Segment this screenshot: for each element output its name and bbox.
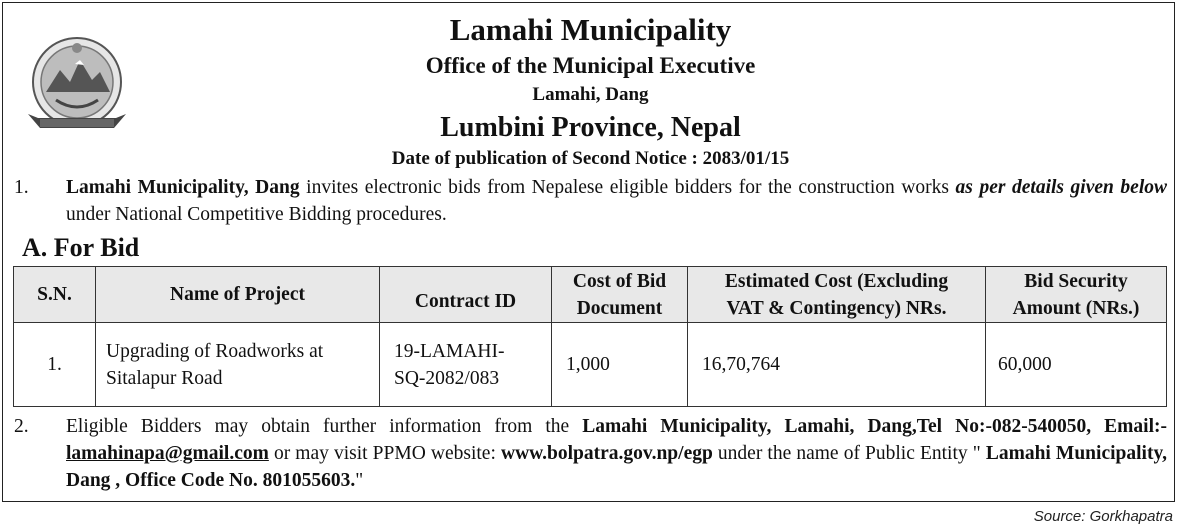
cell-cost-doc: 1,000 [552,323,688,407]
para1-number: 1. [14,177,29,198]
cell-security: 60,000 [986,323,1167,407]
office-title: Office of the Municipal Executive [425,53,756,78]
office-location: Lamahi, Dang [532,84,649,105]
para2-text [66,413,1167,494]
header-contract-id: Contract ID [380,267,552,323]
municipality-name: Lamahi Municipality [449,12,732,47]
para2-text-b: or may visit PPMO website: [268,443,501,464]
website-link[interactable]: www.bolpatra.gov.np/egp [500,443,713,464]
email-link[interactable]: lamahinapa@gmail.com [66,443,269,464]
cell-sn: 1. [14,323,96,407]
cell-est-cost: 16,70,764 [688,323,986,407]
para2-entity: Lamahi Municipality, Dang , Office Code No. 801055603. [66,443,1167,491]
para1-text [66,174,1167,228]
publication-date: Date of publication of Second Notice : 2083/01/15 [391,148,790,169]
para1-emphasis: as per details given below [955,177,1168,198]
para2-contact: Lamahi Municipality, Lamahi, Dang,Tel No:-082-540050, Email:- [582,416,1167,437]
header-security: Bid Security Amount (NRs.) [986,267,1167,323]
table-header-row [14,267,1167,323]
header-sn: S.N. [14,267,96,323]
para2-text-d: " [355,470,364,491]
para1-org: Lamahi Municipality, Dang [66,177,300,198]
para1-text-a: invites electronic bids from Nepalese eligible bidders for the construction works [299,177,956,198]
para1-text-b: under National Competitive Bidding procedures. [66,204,447,225]
para2-number: 2. [14,416,29,437]
section-title: A. For Bid [22,233,140,262]
bid-table [13,266,1167,407]
header-est-cost: Estimated Cost (Excluding VAT & Contingency) NRs. [688,267,986,323]
source-credit: Source: Gorkhapatra [1033,508,1173,525]
table-row [14,323,1167,407]
cell-project: Upgrading of Roadworks at Sitalapur Road [96,323,380,407]
header-project: Name of Project [96,267,380,323]
province-title: Lumbini Province, Nepal [440,112,741,143]
para2-text-c: under the name of Public Entity " [712,443,986,464]
cell-contract-id: 19-LAMAHI- SQ-2082/083 [380,323,552,407]
para2-text-a: Eligible Bidders may obtain further information from the [66,416,583,437]
header-cost-doc: Cost of Bid Document [552,267,688,323]
